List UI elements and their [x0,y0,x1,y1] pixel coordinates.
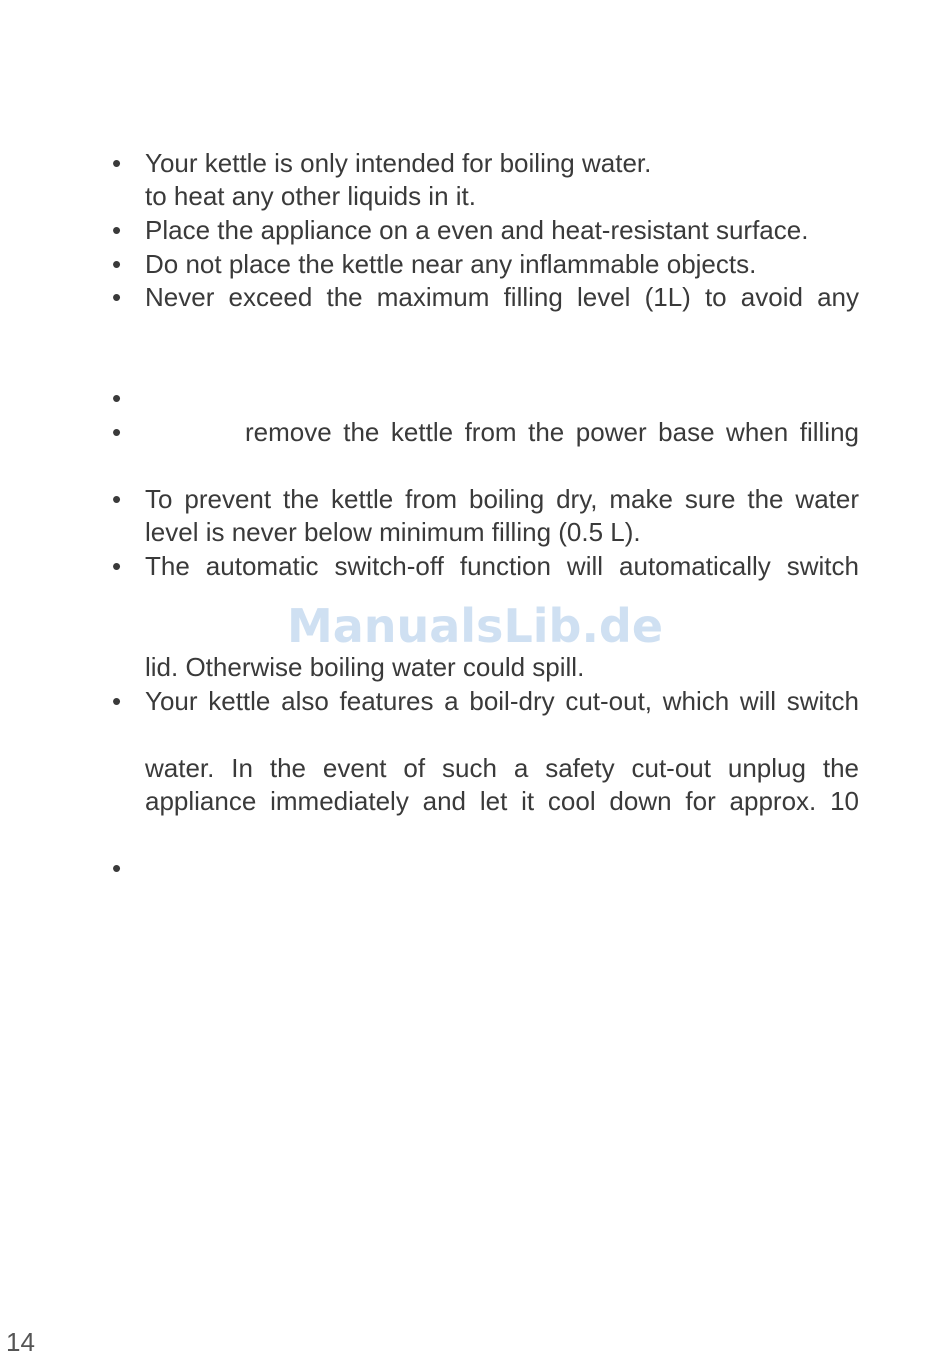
bullet-1: • [112,148,122,178]
text-line-7: To prevent the kettle from boiling dry, make sure the water [145,484,859,514]
page-number: 14 [6,1327,35,1357]
text-line-1: Your kettle is only intended for boiling water. [145,148,652,178]
text-line-11: Your kettle also features a boil-dry cut-out, which will switch [145,686,859,716]
text-line-4: Do not place the kettle near any inflammable objects. [145,249,757,279]
bullet-2: • [112,215,122,245]
text-line-9: The automatic switch-off function will automatically switch [145,551,859,581]
text-line-6: remove the kettle from the power base when filling [245,417,859,447]
bullet-4: • [112,282,122,312]
text-line-10: lid. Otherwise boiling water could spill. [145,652,585,682]
text-line-2: to heat any other liquids in it. [145,181,476,211]
bullet-9: • [112,686,122,716]
text-line-5: Never exceed the maximum filling level (1L) to avoid any [145,282,859,312]
bullet-10: • [112,853,122,883]
text-line-3: Place the appliance on a even and heat-resistant surface. [145,215,809,245]
text-line-8: level is never below minimum filling (0.5 L). [145,517,641,547]
text-line-13: appliance immediately and let it cool down for approx. 10 [145,786,859,816]
bullet-8: • [112,551,122,581]
text-line-12: water. In the event of such a safety cut-out unplug the [145,753,859,783]
bullet-3: • [112,249,122,279]
bullet-7: • [112,484,122,514]
bullet-5: • [112,383,122,413]
bullet-6: • [112,417,122,447]
watermark: ManualsLib.de [286,599,664,653]
